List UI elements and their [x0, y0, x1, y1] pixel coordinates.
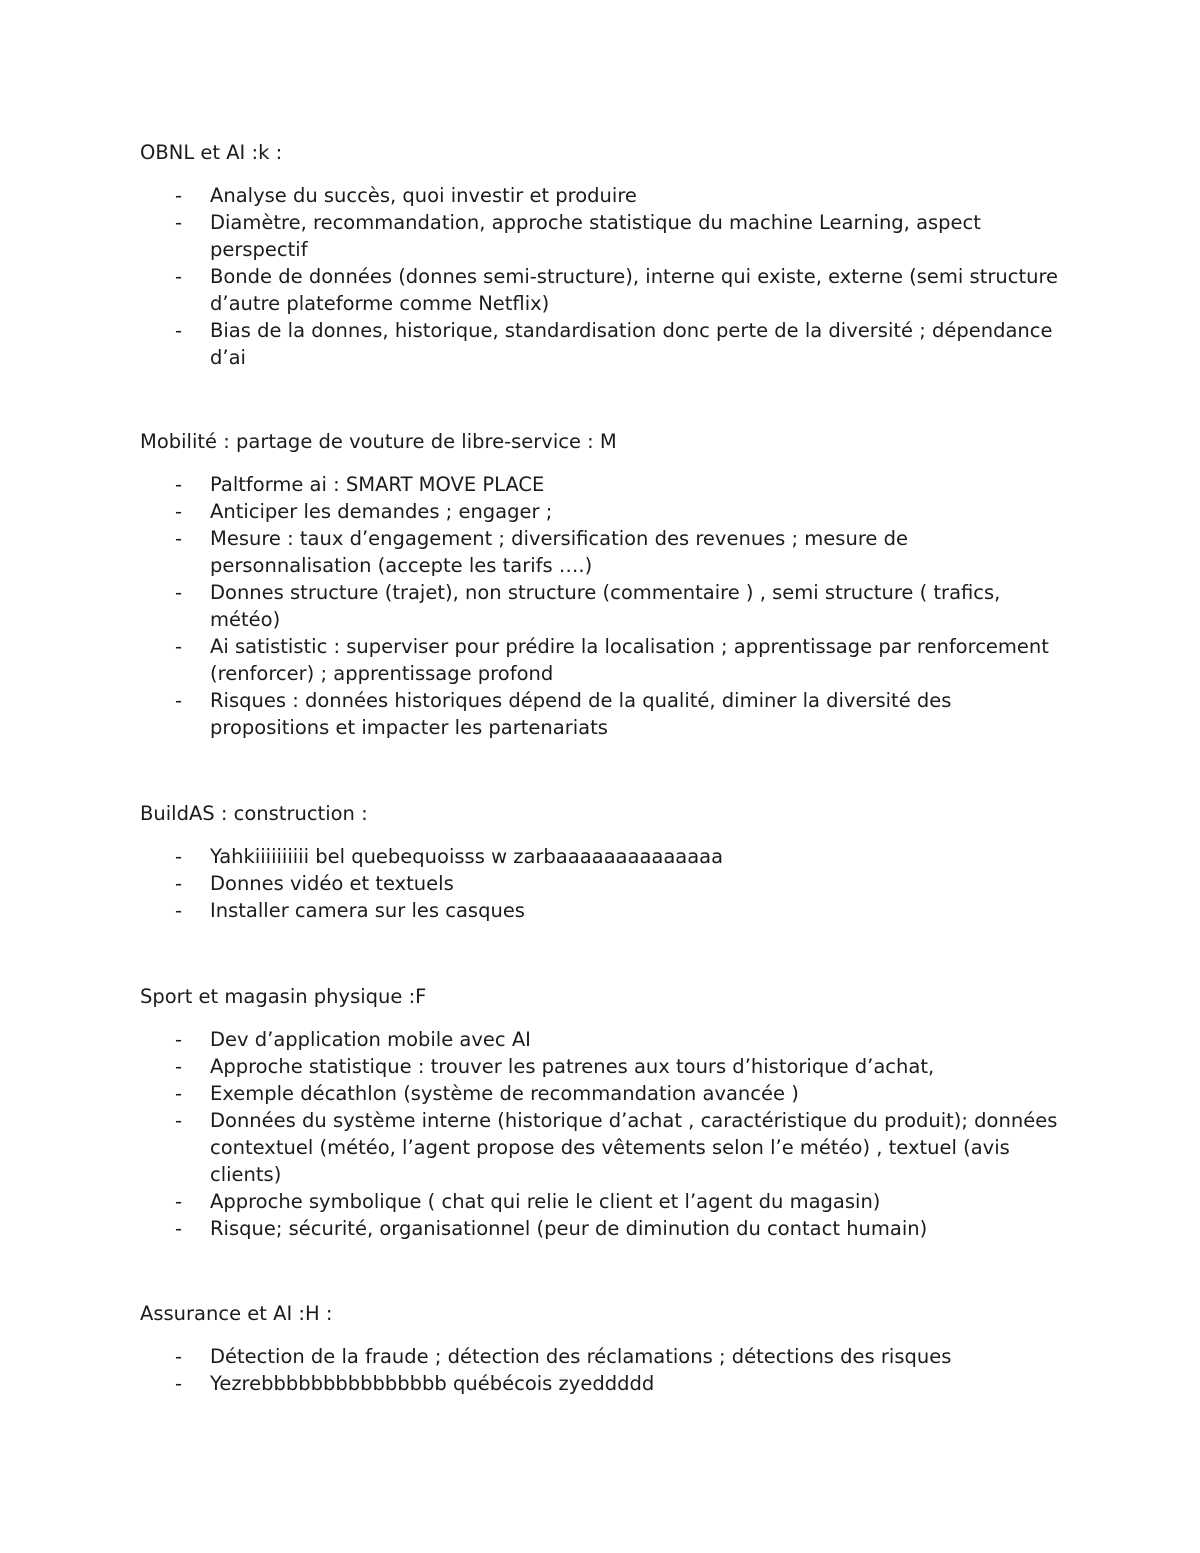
bullet-list — [140, 1026, 1080, 1242]
list-item-text: Approche statistique : trouver les patrenes aux tours d’historique d’achat, — [210, 1055, 935, 1078]
list-item-text: Données du système interne (historique d’achat , caractéristique du produit); données contextuel (météo, l’agent propose des vêtements selon l’e météo) , textuel (avis clients) — [210, 1109, 1058, 1186]
list-item: - Risques : données historiques dépend de la qualité, diminer la diversité des propositions et impacter les partenariats — [175, 689, 952, 739]
section-mobilite — [140, 428, 1080, 741]
section-heading: OBNL et AI :k : — [140, 141, 283, 164]
list-item: - Données du système interne (historique d’achat , caractéristique du produit); données contextuel (météo, l’agent propose des vêtements selon l’e météo) , textuel (avis clients) — [175, 1109, 1058, 1186]
list-item-text: Exemple décathlon (système de recommandation avancée ) — [210, 1082, 799, 1105]
list-item-text: Yahkiiiiiiiiii bel quebequoisss w zarbaaaaaaaaaaaaaa — [210, 845, 724, 868]
list-item-text: Ai satististic : superviser pour prédire la localisation ; apprentissage par renforcement (renforcer) ; apprentissage profond — [210, 635, 1049, 685]
list-item-text: Analyse du succès, quoi investir et produire — [210, 184, 637, 207]
list-item-text: Risques : données historiques dépend de la qualité, diminer la diversité des propositions et impacter les partenariats — [210, 689, 952, 739]
list-item: - Donnes structure (trajet), non structure (commentaire ) , semi structure ( trafics, météo) — [175, 581, 1001, 631]
bullet-list — [140, 1343, 1080, 1397]
list-item: - Mesure : taux d’engagement ; diversification des revenues ; mesure de personnalisation (accepte les tarifs ….) — [175, 527, 908, 577]
list-item: - Risque; sécurité, organisationnel (peur de diminution du contact humain) — [175, 1217, 928, 1240]
list-item: - Ai satististic : superviser pour prédire la localisation ; apprentissage par renforcement (renforcer) ; apprentissage profond — [175, 635, 1049, 685]
list-item: - Bonde de données (donnes semi-structure), interne qui existe, externe (semi structure d’autre plateforme comme Netflix) — [175, 265, 1059, 315]
list-item-text: Diamètre, recommandation, approche statistique du machine Learning, aspect perspectif — [210, 211, 981, 261]
list-item: - Approche statistique : trouver les patrenes aux tours d’historique d’achat, — [175, 1055, 935, 1078]
section-assurance — [140, 1300, 1080, 1397]
section-obnl — [140, 139, 1080, 371]
list-item-text: Risque; sécurité, organisationnel (peur de diminution du contact humain) — [210, 1217, 928, 1240]
section-buildas — [140, 800, 1080, 924]
list-item: - Yezrebbbbbbbbbbbbbbb québécois zyeddddd — [175, 1372, 655, 1395]
list-item-text: Approche symbolique ( chat qui relie le client et l’agent du magasin) — [210, 1190, 881, 1213]
list-item: - Installer camera sur les casques — [175, 899, 525, 922]
section-heading: Sport et magasin physique :F — [140, 985, 427, 1008]
list-item: - Exemple décathlon (système de recommandation avancée ) — [175, 1082, 799, 1105]
section-heading: Assurance et AI :H : — [140, 1302, 333, 1325]
list-item: - Paltforme ai : SMART MOVE PLACE — [175, 473, 545, 496]
list-item: - Yahkiiiiiiiiii bel quebequoisss w zarbaaaaaaaaaaaaaa — [175, 845, 724, 868]
list-item: - Bias de la donnes, historique, standardisation donc perte de la diversité ; dépendance d’ai — [175, 319, 1053, 369]
list-item: - Détection de la fraude ; détection des réclamations ; détections des risques — [175, 1345, 952, 1368]
list-item-text: Mesure : taux d’engagement ; diversification des revenues ; mesure de personnalisation (accepte les tarifs ….) — [210, 527, 908, 577]
list-item-text: Yezrebbbbbbbbbbbbbbb québécois zyeddddd — [210, 1372, 655, 1395]
bullet-list — [140, 471, 1080, 741]
list-item-text: Détection de la fraude ; détection des réclamations ; détections des risques — [210, 1345, 952, 1368]
list-item: - Anticiper les demandes ; engager ; — [175, 500, 553, 523]
list-item-text: Paltforme ai : SMART MOVE PLACE — [210, 473, 545, 496]
section-sport — [140, 983, 1080, 1242]
bullet-list — [140, 843, 1080, 924]
list-item-text: Installer camera sur les casques — [210, 899, 525, 922]
section-heading: BuildAS : construction : — [140, 802, 368, 825]
list-item-text: Bias de la donnes, historique, standardisation donc perte de la diversité ; dépendance d’ai — [210, 319, 1053, 369]
list-item-text: Anticiper les demandes ; engager ; — [210, 500, 553, 523]
list-item-text: Bonde de données (donnes semi-structure), interne qui existe, externe (semi structure d’autre plateforme comme Netflix) — [210, 265, 1059, 315]
list-item-text: Dev d’application mobile avec AI — [210, 1028, 531, 1051]
list-item: - Approche symbolique ( chat qui relie le client et l’agent du magasin) — [175, 1190, 881, 1213]
list-item: - Diamètre, recommandation, approche statistique du machine Learning, aspect perspectif — [175, 211, 981, 261]
list-item-text: Donnes structure (trajet), non structure (commentaire ) , semi structure ( trafics, météo) — [210, 581, 1001, 631]
list-item-text: Donnes vidéo et textuels — [210, 872, 454, 895]
section-heading: Mobilité : partage de vouture de libre-service : M — [140, 430, 617, 453]
list-item: - Donnes vidéo et textuels — [175, 872, 454, 895]
bullet-list — [140, 182, 1080, 371]
list-item: - Dev d’application mobile avec AI — [175, 1028, 531, 1051]
list-item: - Analyse du succès, quoi investir et produire — [175, 184, 637, 207]
